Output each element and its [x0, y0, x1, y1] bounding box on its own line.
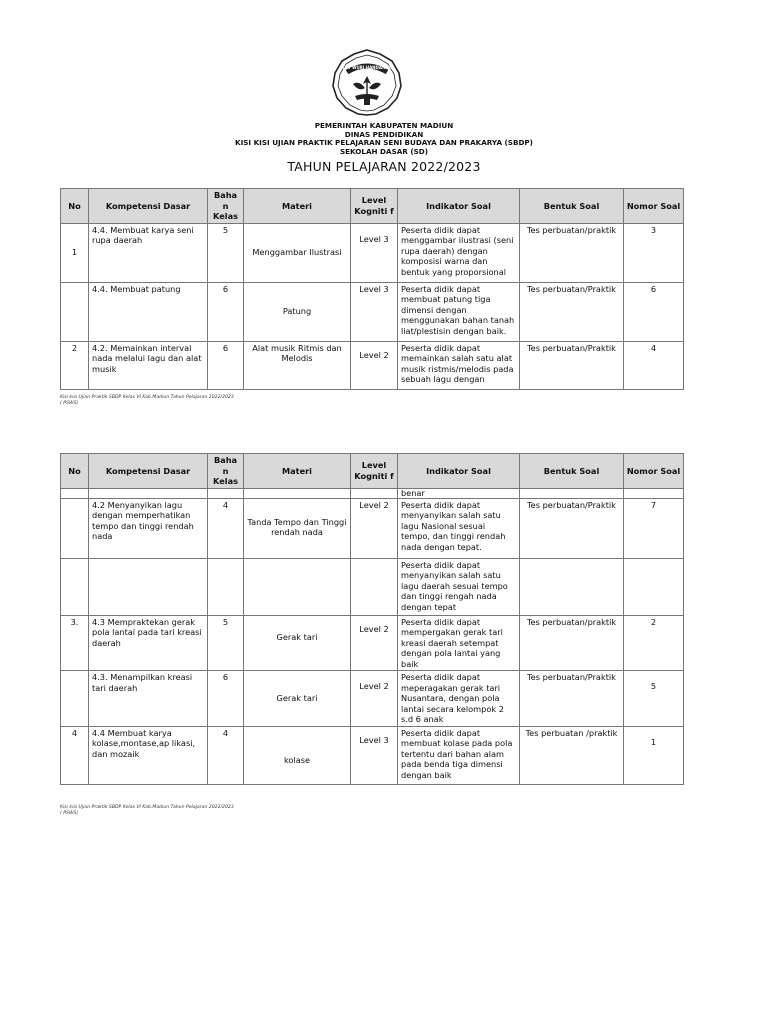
- cell-no: [61, 498, 89, 558]
- table-row-carryover: [61, 488, 684, 498]
- table-row: [61, 726, 684, 784]
- cell-indikator-carryover: benar: [398, 488, 520, 498]
- cell-bentuk: Tes perbuatan/Praktik: [520, 282, 624, 341]
- column-header-bentuk: Bentuk Soal: [520, 454, 624, 489]
- cell-nomor: 2: [624, 615, 684, 671]
- header-subject: KISI KISI UJIAN PRAKTIK PELAJARAN SENI BUDAYA DAN PRAKARYA (SBDP): [235, 138, 533, 148]
- column-header-bentuk: Bentuk Soal: [520, 189, 624, 224]
- page-footer-1: [60, 395, 234, 406]
- cell-kelas: 6: [208, 341, 244, 389]
- cell-nomor: 6: [624, 282, 684, 341]
- cell-bentuk: [520, 558, 624, 615]
- footer-initials: ( PSWS): [60, 810, 79, 816]
- cell-level: Level 3: [351, 726, 398, 784]
- cell-materi: Gerak tari: [244, 671, 351, 727]
- header-department: DINAS PENDIDIKAN: [344, 129, 424, 139]
- column-header-no: No: [61, 189, 89, 224]
- cell-level: [351, 558, 398, 615]
- cell-bentuk: Tes perbuatan/Praktik: [520, 498, 624, 558]
- cell-level: Level 3: [351, 223, 398, 282]
- cell-kompetensi: 4.4. Membuat karya seni rupa daerah: [89, 223, 208, 282]
- cell-no: [61, 558, 89, 615]
- cell-kelas: 5: [208, 615, 244, 671]
- document-header: [0, 122, 768, 174]
- table-header-row: [61, 189, 684, 224]
- cell-no: 4: [61, 726, 89, 784]
- cell-materi: Tanda Tempo dan Tinggi rendah nada: [244, 498, 351, 558]
- header-school: SEKOLAH DASAR (SD): [339, 146, 429, 156]
- column-header-level: Level Kogniti f: [351, 454, 398, 489]
- cell-no: 2: [61, 341, 89, 389]
- column-header-indikator: Indikator Soal: [398, 454, 520, 489]
- cell-kelas: 5: [208, 223, 244, 282]
- kisi-table-page-2: [60, 453, 684, 785]
- tut-wuri-handayani-logo: [331, 48, 403, 116]
- logo-text: TUT WURI HANDAYANI: [342, 65, 392, 70]
- cell-kompetensi: 4.4. Membuat patung: [89, 282, 208, 341]
- footer-initials: ( PSWS): [60, 400, 79, 406]
- cell-bentuk: Tes perbuatan/praktik: [520, 615, 624, 671]
- column-header-no: No: [61, 454, 89, 489]
- cell-level: Level 2: [351, 498, 398, 558]
- table-row: [61, 341, 684, 389]
- cell-level: Level 2: [351, 341, 398, 389]
- cell-nomor: 3: [624, 223, 684, 282]
- table-row: [61, 498, 684, 558]
- header-year-title: TAHUN PELAJARAN 2022/2023: [287, 159, 481, 175]
- cell-nomor: [624, 558, 684, 615]
- cell-materi: Menggambar Ilustrasi: [244, 223, 351, 282]
- cell-indikator: Peserta didik dapat menggambar ilustrasi (seni rupa daerah) dengan komposisi warna dan bentuk yang proporsional: [398, 223, 520, 282]
- cell-materi: Gerak tari: [244, 615, 351, 671]
- cell-level: Level 3: [351, 282, 398, 341]
- cell-no: 3.: [61, 615, 89, 671]
- column-header-materi: Materi: [244, 454, 351, 489]
- cell-materi: Patung: [244, 282, 351, 341]
- header-government: PEMERINTAH KABUPATEN MADIUN: [314, 121, 454, 130]
- table-row: [61, 615, 684, 671]
- column-header-kompetensi: Kompetensi Dasar: [89, 189, 208, 224]
- cell-bentuk: Tes perbuatan/Praktik: [520, 341, 624, 389]
- cell-kompetensi: 4.3 Mempraktekan gerak pola lantai pada tari kreasi daerah: [89, 615, 208, 671]
- cell-no: [61, 282, 89, 341]
- cell-kompetensi: 4.4 Membuat karya kolase,montase,ap likasi, dan mozaik: [89, 726, 208, 784]
- column-header-materi: Materi: [244, 189, 351, 224]
- cell-kelas: 6: [208, 282, 244, 341]
- cell-nomor: 7: [624, 498, 684, 558]
- cell-materi: Alat musik Ritmis dan Melodis: [244, 341, 351, 389]
- cell-materi: kolase: [244, 726, 351, 784]
- table-row: [61, 558, 684, 615]
- cell-kompetensi: 4.3. Menampilkan kreasi tari daerah: [89, 671, 208, 727]
- column-header-level: Level Kogniti f: [351, 189, 398, 224]
- column-header-kompetensi: Kompetensi Dasar: [89, 454, 208, 489]
- footer-note: Kisi kisi Ujian Praktik SBDP Kelas VI Kab.Madiun Tahun Pelajaran 2022/2023: [60, 805, 234, 810]
- column-header-nomor: Nomor Soal: [624, 454, 684, 489]
- cell-indikator: Peserta didik dapat meperagakan gerak tari Nusantara, dengan pola lantai secara kelompok 2 s.d 6 anak: [398, 671, 520, 727]
- cell-kelas: 6: [208, 671, 244, 727]
- footer-note: Kisi kisi Ujian Praktik SBDP Kelas VI Kab.Madiun Tahun Pelajaran 2022/2023: [60, 395, 234, 400]
- column-header-kelas: Baha n Kelas: [208, 189, 244, 224]
- table-row: [61, 282, 684, 341]
- cell-indikator: Peserta didik dapat membuat kolase pada pola tertentu dari bahan alam pada benda tiga dimensi dengan baik: [398, 726, 520, 784]
- cell-level: Level 2: [351, 615, 398, 671]
- cell-kelas: [208, 558, 244, 615]
- cell-no: [61, 671, 89, 727]
- cell-kompetensi: [89, 558, 208, 615]
- page-footer-2: [60, 805, 234, 816]
- cell-indikator: Peserta didik dapat mempergakan gerak tari kreasi daerah setempat dengan pola lantai yang baik: [398, 615, 520, 671]
- cell-indikator: Peserta didik dapat menyanyikan salah satu lagu Nasional sesuai tempo, dan tinggi rendah nada dengan tepat.: [398, 498, 520, 558]
- table-row: [61, 223, 684, 282]
- cell-bentuk: Tes perbuatan /praktik: [520, 726, 624, 784]
- kisi-table-page-1: [60, 188, 684, 390]
- cell-no: 1: [61, 223, 89, 282]
- cell-indikator: Peserta didik dapat menyanyikan salah satu lagu daerah sesuai tempo dan tinggi rengah nada dengan tepat: [398, 558, 520, 615]
- cell-nomor: 5: [624, 671, 684, 727]
- cell-materi: [244, 558, 351, 615]
- table-row: [61, 671, 684, 727]
- cell-nomor: 1: [624, 726, 684, 784]
- cell-kelas: 4: [208, 498, 244, 558]
- table-header-row: [61, 454, 684, 489]
- cell-indikator: Peserta didik dapat membuat patung tiga dimensi dengan menggunakan bahan tanah liat/plestisin dengan baik.: [398, 282, 520, 341]
- column-header-nomor: Nomor Soal: [624, 189, 684, 224]
- cell-bentuk: Tes perbuatan/Praktik: [520, 671, 624, 727]
- cell-bentuk: Tes perbuatan/praktik: [520, 223, 624, 282]
- cell-kelas: 4: [208, 726, 244, 784]
- cell-level: Level 2: [351, 671, 398, 727]
- cell-indikator: Peserta didik dapat memainkan salah satu alat musik ristmis/melodis pada sebuah lagu dengan: [398, 341, 520, 389]
- cell-kompetensi: 4.2 Menyanyikan lagu dengan memperhatikan tempo dan tinggi rendah nada: [89, 498, 208, 558]
- column-header-kelas: Baha n Kelas: [208, 454, 244, 489]
- cell-nomor: 4: [624, 341, 684, 389]
- cell-kompetensi: 4.2. Memainkan interval nada melalui lagu dan alat musik: [89, 341, 208, 389]
- column-header-indikator: Indikator Soal: [398, 189, 520, 224]
